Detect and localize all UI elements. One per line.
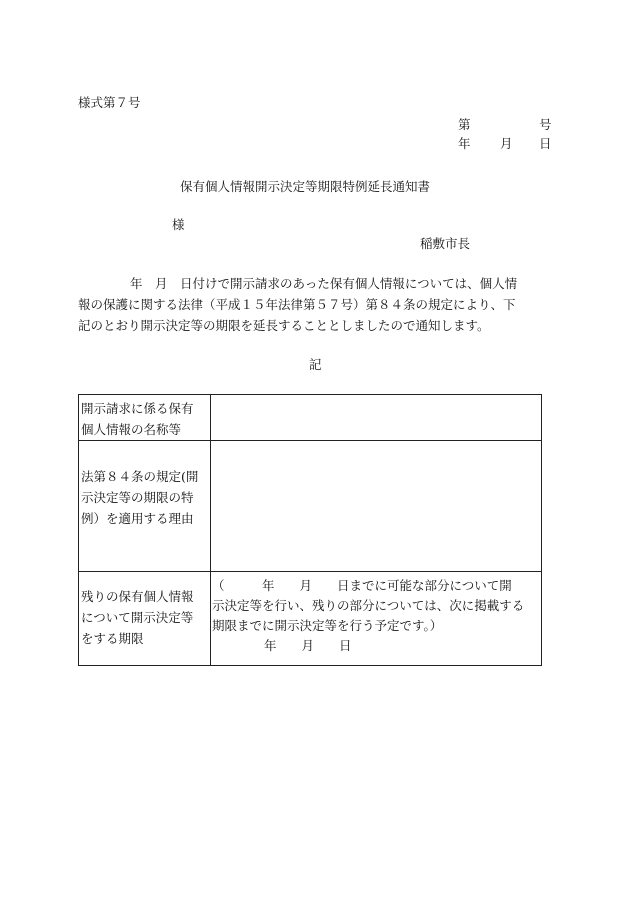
doc-number-prefix: 第	[458, 117, 471, 132]
row2-label: 法第８４条の規定(開 示決定等の期限の特 例）を適用する理由	[79, 441, 211, 572]
row3-note-line-1: （ 年 月 日までに可能な部分について開	[212, 578, 512, 593]
body-line-2: 報の保護に関する法律（平成１５年法律第５７号）第８４条の規定により、下	[78, 297, 516, 312]
row3-label: 残りの保有個人情報 について開示決定等 をする期限	[79, 572, 211, 666]
body-line-3: 記のとおり開示決定等の期限を延長することとしましたので通知します。	[78, 318, 490, 333]
details-table	[78, 394, 542, 666]
form-number: 様式第７号	[78, 95, 141, 110]
row1-value-cell	[211, 395, 542, 441]
document-title: 保有個人情報開示決定等期限特例延長通知書	[180, 179, 431, 194]
row3-note-line-2: 示決定等を行い、残りの部分については、次に掲載する	[212, 598, 525, 613]
ki-heading: 記	[309, 357, 322, 372]
addressee-suffix: 様	[172, 217, 185, 232]
date-year: 年	[458, 136, 471, 151]
row2-value-cell	[211, 441, 542, 572]
row1-label: 開示請求に係る保有 個人情報の名称等	[79, 395, 211, 441]
issuer-name: 稲敷市長	[420, 236, 471, 251]
table-row	[79, 572, 542, 666]
doc-number-suffix: 号	[539, 117, 552, 132]
date-month: 月	[500, 136, 513, 151]
row3-value-cell	[211, 572, 542, 666]
table-row	[79, 441, 542, 572]
row3-note-line-3: 期限までに開示決定等を行う予定です。）	[212, 618, 443, 633]
body-line-1: 年 月 日付けで開示請求のあった保有個人情報については、個人情	[130, 276, 518, 291]
table-row	[79, 395, 542, 441]
row3-deadline-date: 年 月 日	[264, 638, 352, 653]
date-day: 日	[539, 136, 552, 151]
